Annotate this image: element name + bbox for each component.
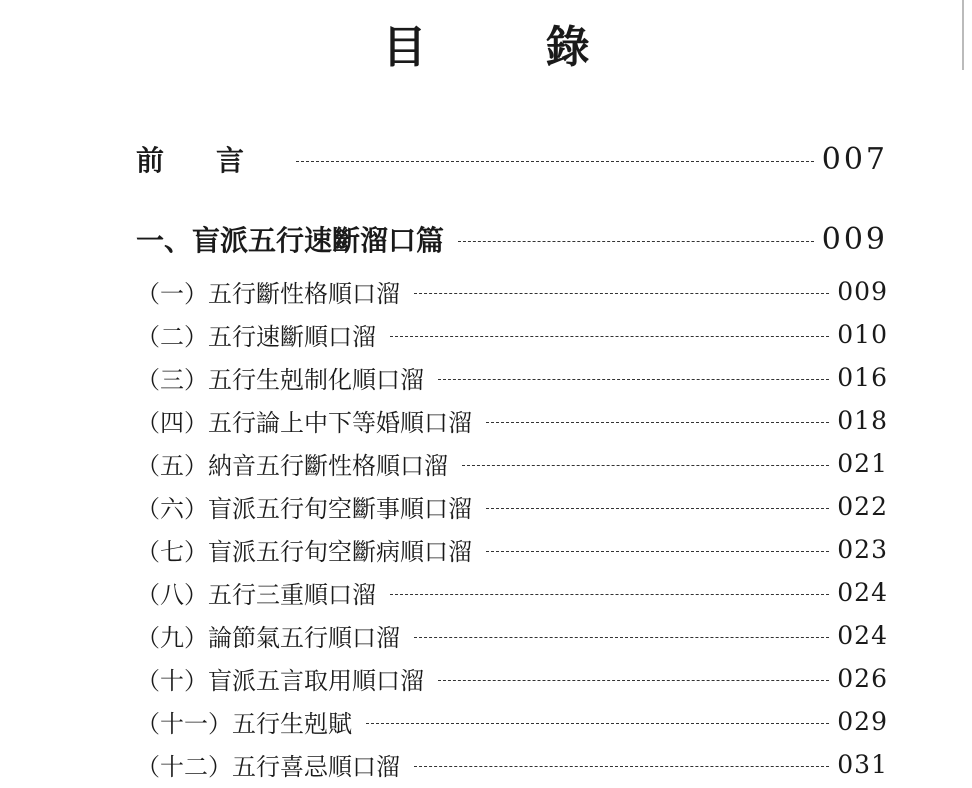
toc-entry-label: （十二）五行喜忌順口溜	[136, 752, 400, 781]
toc-entry-page: 024	[837, 577, 888, 607]
toc-entry-page: 021	[837, 448, 888, 478]
toc-entry-label: （四）五行論上中下等婚順口溜	[136, 408, 472, 437]
dotted-leader	[390, 336, 829, 337]
dotted-leader	[486, 422, 829, 423]
scan-edge-mark	[962, 0, 964, 70]
toc-entry-label: 前言	[136, 144, 297, 177]
dotted-leader	[486, 508, 829, 509]
page-title: 目 錄	[382, 22, 642, 73]
toc-entry-section-10[interactable]	[136, 661, 888, 695]
dotted-leader	[366, 723, 829, 724]
toc-entry-page: 031	[837, 749, 888, 779]
toc-entry-page: 024	[837, 620, 888, 650]
toc-entry-section-8[interactable]	[136, 575, 888, 609]
toc-entry-section-5[interactable]	[136, 446, 888, 480]
dotted-leader	[414, 766, 829, 767]
toc-entry-page: 016	[837, 362, 888, 392]
toc-entry-section-9[interactable]	[136, 618, 888, 652]
toc-entry-label: （五）納音五行斷性格順口溜	[136, 451, 448, 480]
toc-entry-section-1[interactable]	[136, 274, 888, 308]
dotted-leader	[458, 241, 814, 242]
toc-entry-page: 018	[837, 405, 888, 435]
toc-entry-label: （十）盲派五言取用順口溜	[136, 666, 424, 695]
toc-entry-label: （六）盲派五行旬空斷事順口溜	[136, 494, 472, 523]
dotted-leader	[414, 637, 829, 638]
toc-entry-page: 023	[837, 534, 888, 564]
toc-entry-page: 007	[821, 141, 888, 177]
toc-entry-label: （一）五行斷性格順口溜	[136, 279, 400, 308]
dotted-leader	[486, 551, 829, 552]
toc-entry-section-3[interactable]	[136, 360, 888, 394]
toc-entry-preface[interactable]	[136, 139, 888, 179]
toc-entry-section-6[interactable]	[136, 489, 888, 523]
toc-entry-section-4[interactable]	[136, 403, 888, 437]
dotted-leader	[438, 680, 829, 681]
toc-entry-label: （七）盲派五行旬空斷病順口溜	[136, 537, 472, 566]
toc-entry-chapter-1[interactable]	[136, 219, 888, 259]
toc-entry-page: 029	[837, 706, 888, 736]
toc-entry-page: 010	[837, 319, 888, 349]
toc-entry-page: 026	[837, 663, 888, 693]
toc-entry-page: 022	[837, 491, 888, 521]
toc-entry-label: （二）五行速斷順口溜	[136, 322, 376, 351]
dotted-leader	[462, 465, 829, 466]
toc-entry-section-7[interactable]	[136, 532, 888, 566]
toc-entry-page: 009	[837, 276, 888, 306]
dotted-leader	[438, 379, 829, 380]
toc-entry-label: （三）五行生剋制化順口溜	[136, 365, 424, 394]
dotted-leader	[390, 594, 829, 595]
toc-entry-label: （十一）五行生剋賦	[136, 709, 352, 738]
toc-entry-section-2[interactable]	[136, 317, 888, 351]
dotted-leader	[296, 161, 814, 162]
toc-entry-page: 009	[821, 221, 888, 257]
toc-entry-section-12[interactable]	[136, 747, 888, 781]
toc-entry-label: （九）論節氣五行順口溜	[136, 623, 400, 652]
toc-entry-label: （八）五行三重順口溜	[136, 580, 376, 609]
dotted-leader	[414, 293, 829, 294]
toc-entry-section-11[interactable]	[136, 704, 888, 738]
toc-entry-label: 一、盲派五行速斷溜口篇	[136, 224, 445, 257]
